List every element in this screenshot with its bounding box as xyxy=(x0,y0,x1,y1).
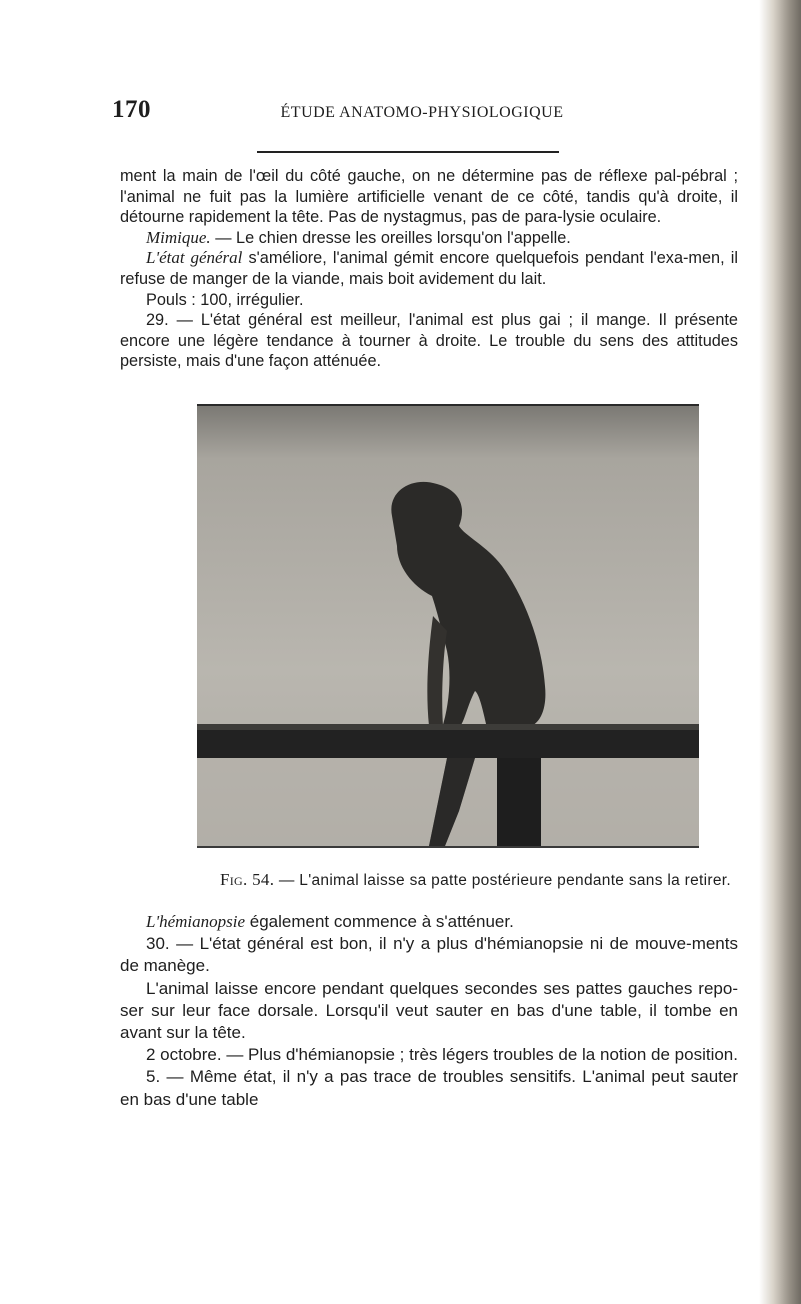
paragraph-text: — Le chien dresse les oreilles lorsqu'on l'appelle. xyxy=(210,228,571,247)
page-header xyxy=(112,96,732,136)
paragraph: 5. — Même état, il n'y a pas trace de troubles sensitifs. L'animal peut sauter en bas d'une table xyxy=(120,1067,738,1109)
paragraph: L'animal laisse encore pendant quelques secondes ses pattes gauches repo-ser sur leur face dorsale. Lorsqu'il veut sauter en bas d'une table, il tombe en avant sur la tête. xyxy=(120,978,738,1043)
running-head: ÉTUDE ANATOMO-PHYSIOLOGIQUE xyxy=(280,104,564,121)
italic-label: L'état général xyxy=(146,248,243,268)
paragraph-text: également commence à s'atténuer. xyxy=(245,912,514,931)
italic-label: Mimique. xyxy=(146,227,211,247)
paragraph: 29. — L'état général est meilleur, l'animal est plus gai ; il mange. Il présente encore une légère tendance à tourner à droite. Le trouble du sens des attitudes persiste, mais d'une façon atténuée. xyxy=(120,311,738,371)
italic-label: L'hémianopsie xyxy=(146,912,246,931)
paragraph: 30. — L'état général est bon, il n'y a plus d'hémianopsie ni de mouve-ments de manège. xyxy=(120,934,738,976)
figure-caption xyxy=(220,870,740,890)
text-block-top xyxy=(120,166,738,372)
caption-text: — L'animal laisse sa patte postérieure pendante sans la retirer. xyxy=(274,872,731,889)
text-block-bottom xyxy=(120,911,738,1111)
paragraph: Pouls : 100, irrégulier. xyxy=(146,290,304,309)
paragraph: 2 octobre. — Plus d'hémianopsie ; très légers troubles de la notion de position. xyxy=(146,1045,738,1065)
photo-illustration xyxy=(197,406,699,846)
paragraph-text: s'améliore, l'animal gémit encore quelquefois pendant l'exa-men, il refuse de manger de la viande, mais boit avidement du lait. xyxy=(120,249,738,288)
paragraph xyxy=(120,248,738,289)
paragraph xyxy=(120,228,738,249)
figure-label: Fig. 54. xyxy=(220,870,275,889)
paragraph xyxy=(120,911,738,933)
paragraph: ment la main de l'œil du côté gauche, on ne détermine pas de réflexe pal-pébral ; l'animal ne fuit pas la lumière artificielle venant de ce côté, tandis qu'à droite, il détourne rapidement la tête. Pas de nystagmus, pas de para-lysie oculaire. xyxy=(120,167,738,227)
dog-sitting-on-bench-photo xyxy=(197,404,699,848)
page-edge-shadow xyxy=(759,0,801,1304)
page-number: 170 xyxy=(112,96,151,123)
header-rule xyxy=(257,151,559,153)
